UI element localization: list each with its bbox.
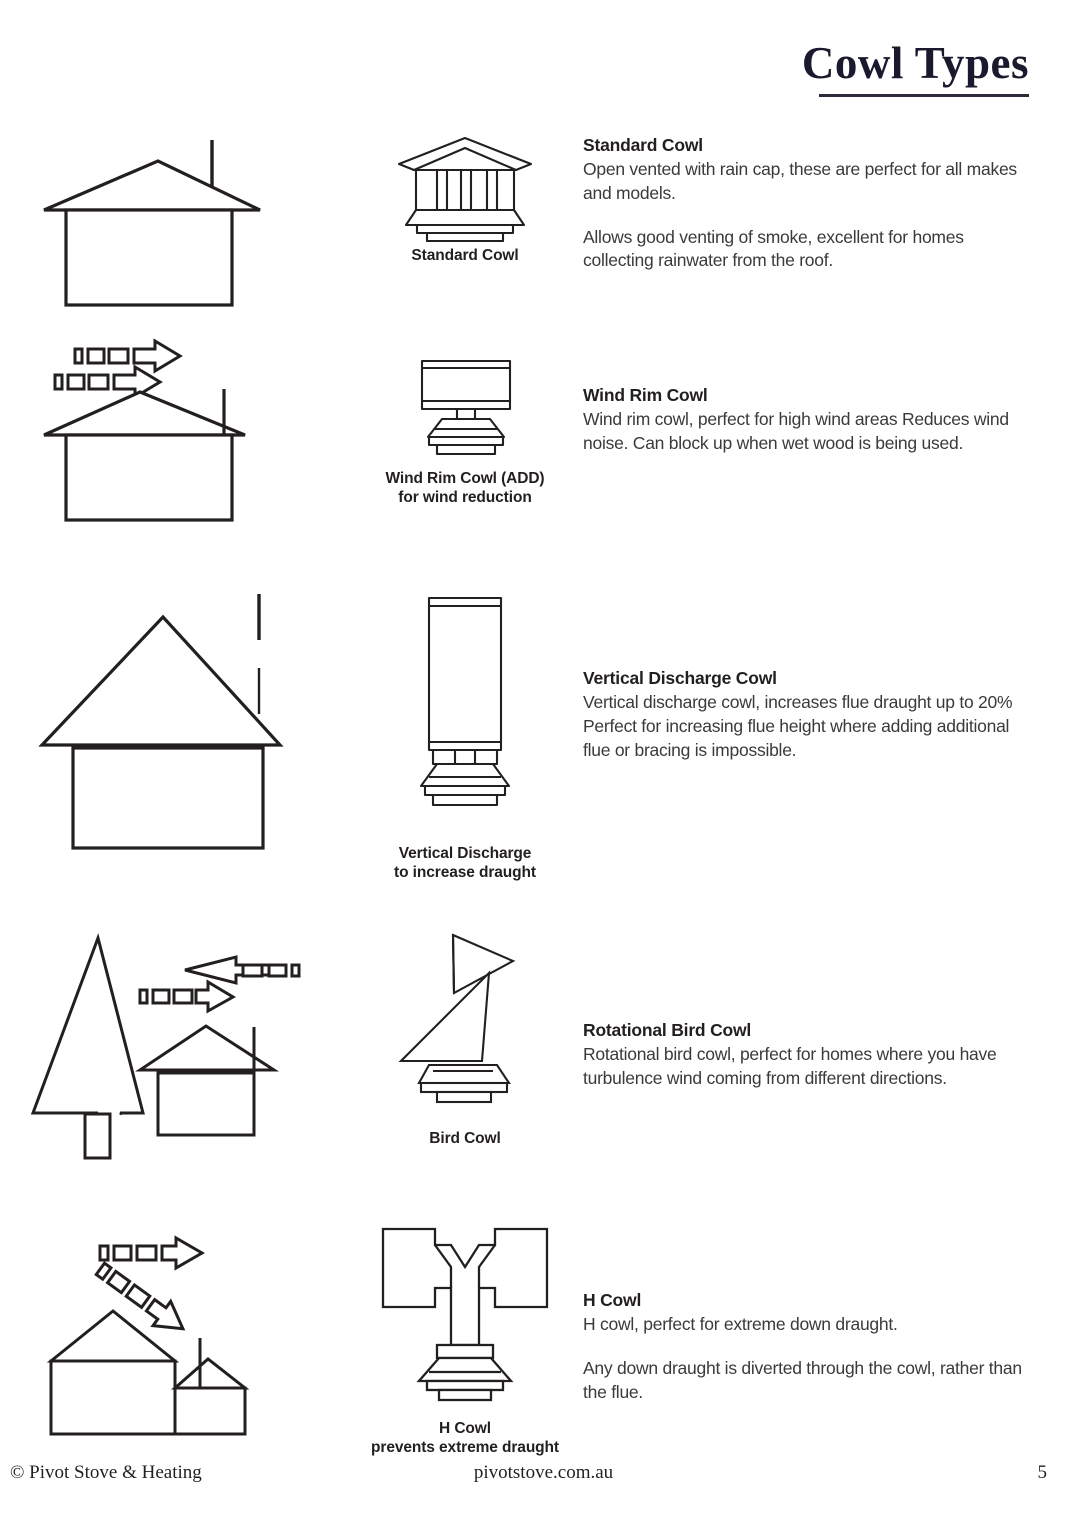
description-vertical-discharge-cowl (583, 668, 1023, 762)
cowl-caption-line2: to increase draught (394, 864, 536, 882)
cowl-caption-line1: Bird Cowl (429, 1130, 501, 1147)
cowl-caption-line2: prevents extreme draught (371, 1439, 559, 1457)
cowl-caption-bird (350, 1129, 580, 1148)
wind-rim-cowl-icon (385, 355, 545, 465)
cowl-caption-wind-rim (350, 469, 580, 508)
bird-cowl-icon (385, 925, 545, 1125)
description-paragraph: Vertical discharge cowl, increases flue draught up to 20% Perfect for increasing flue height where adding additional flue or bracing is impossible. (583, 692, 1013, 760)
description-title: Standard Cowl (583, 135, 703, 155)
illustration-tree-house-turbulence (30, 925, 330, 1175)
cowl-caption-line1: H Cowl (439, 1420, 491, 1437)
description-title: Rotational Bird Cowl (583, 1020, 752, 1040)
vertical-discharge-cowl-icon (385, 590, 545, 840)
cowl-caption-h (350, 1419, 580, 1458)
page-title: Cowl Types (801, 38, 1029, 88)
house-down-draught-arrows-icon (30, 1215, 320, 1445)
description-paragraph: Open vented with rain cap, these are perfect for all makes and models. (583, 159, 1017, 203)
description-paragraph: H cowl, perfect for extreme down draught. (583, 1314, 898, 1334)
cowl-caption-line2: for wind reduction (398, 489, 532, 507)
illustration-down-draught-house (30, 1215, 320, 1445)
page-header (802, 40, 1029, 97)
cowl-bird (350, 925, 580, 1148)
cowl-caption-line1: Wind Rim Cowl (ADD) (385, 470, 545, 487)
steep-roof-house-extended-flue-icon (30, 590, 330, 870)
cowl-caption-line1: Standard Cowl (411, 247, 519, 264)
cowl-wind-rim (350, 355, 580, 508)
description-standard-cowl (583, 135, 1023, 273)
h-cowl-icon (365, 1215, 565, 1415)
house-wind-arrows-diagram-icon (30, 335, 320, 525)
description-paragraph: Rotational bird cowl, perfect for homes where you have turbulence wind coming from different directions. (583, 1044, 997, 1088)
cowl-vertical-discharge (350, 590, 580, 883)
standard-cowl-icon (385, 130, 545, 242)
cowl-caption-line1: Vertical Discharge (398, 845, 532, 862)
cowl-caption-vertical-discharge (350, 844, 580, 883)
description-title: H Cowl (583, 1290, 642, 1310)
page-footer (0, 1462, 1087, 1502)
footer-page-number: 5 (1037, 1462, 1047, 1483)
description-title: Wind Rim Cowl (583, 385, 708, 405)
cowl-h (350, 1215, 580, 1458)
tree-house-turbulent-wind-icon (30, 925, 330, 1175)
cowl-caption-standard (350, 246, 580, 265)
title-underline (819, 94, 1029, 97)
description-paragraph: Allows good venting of smoke, excellent for homes collecting rainwater from the roof. (583, 226, 964, 271)
description-paragraph: Wind rim cowl, perfect for high wind areas Reduces wind noise. Can block up when wet wood is being used. (583, 409, 1009, 453)
description-h-cowl (583, 1290, 1023, 1404)
description-paragraph: Any down draught is diverted through the cowl, rather than the flue. (583, 1357, 1022, 1402)
description-title: Vertical Discharge Cowl (583, 668, 777, 688)
footer-copyright: © Pivot Stove & Heating (10, 1462, 202, 1483)
description-rotational-bird-cowl (583, 1020, 1023, 1091)
illustration-house-with-flue (30, 130, 320, 320)
house-flue-diagram-icon (30, 130, 320, 320)
cowl-standard (350, 130, 580, 265)
footer-website: pivotstove.com.au (473, 1462, 614, 1483)
description-wind-rim-cowl (583, 385, 1023, 456)
illustration-wind-on-house (30, 335, 320, 525)
illustration-steep-roof-house (30, 590, 330, 870)
